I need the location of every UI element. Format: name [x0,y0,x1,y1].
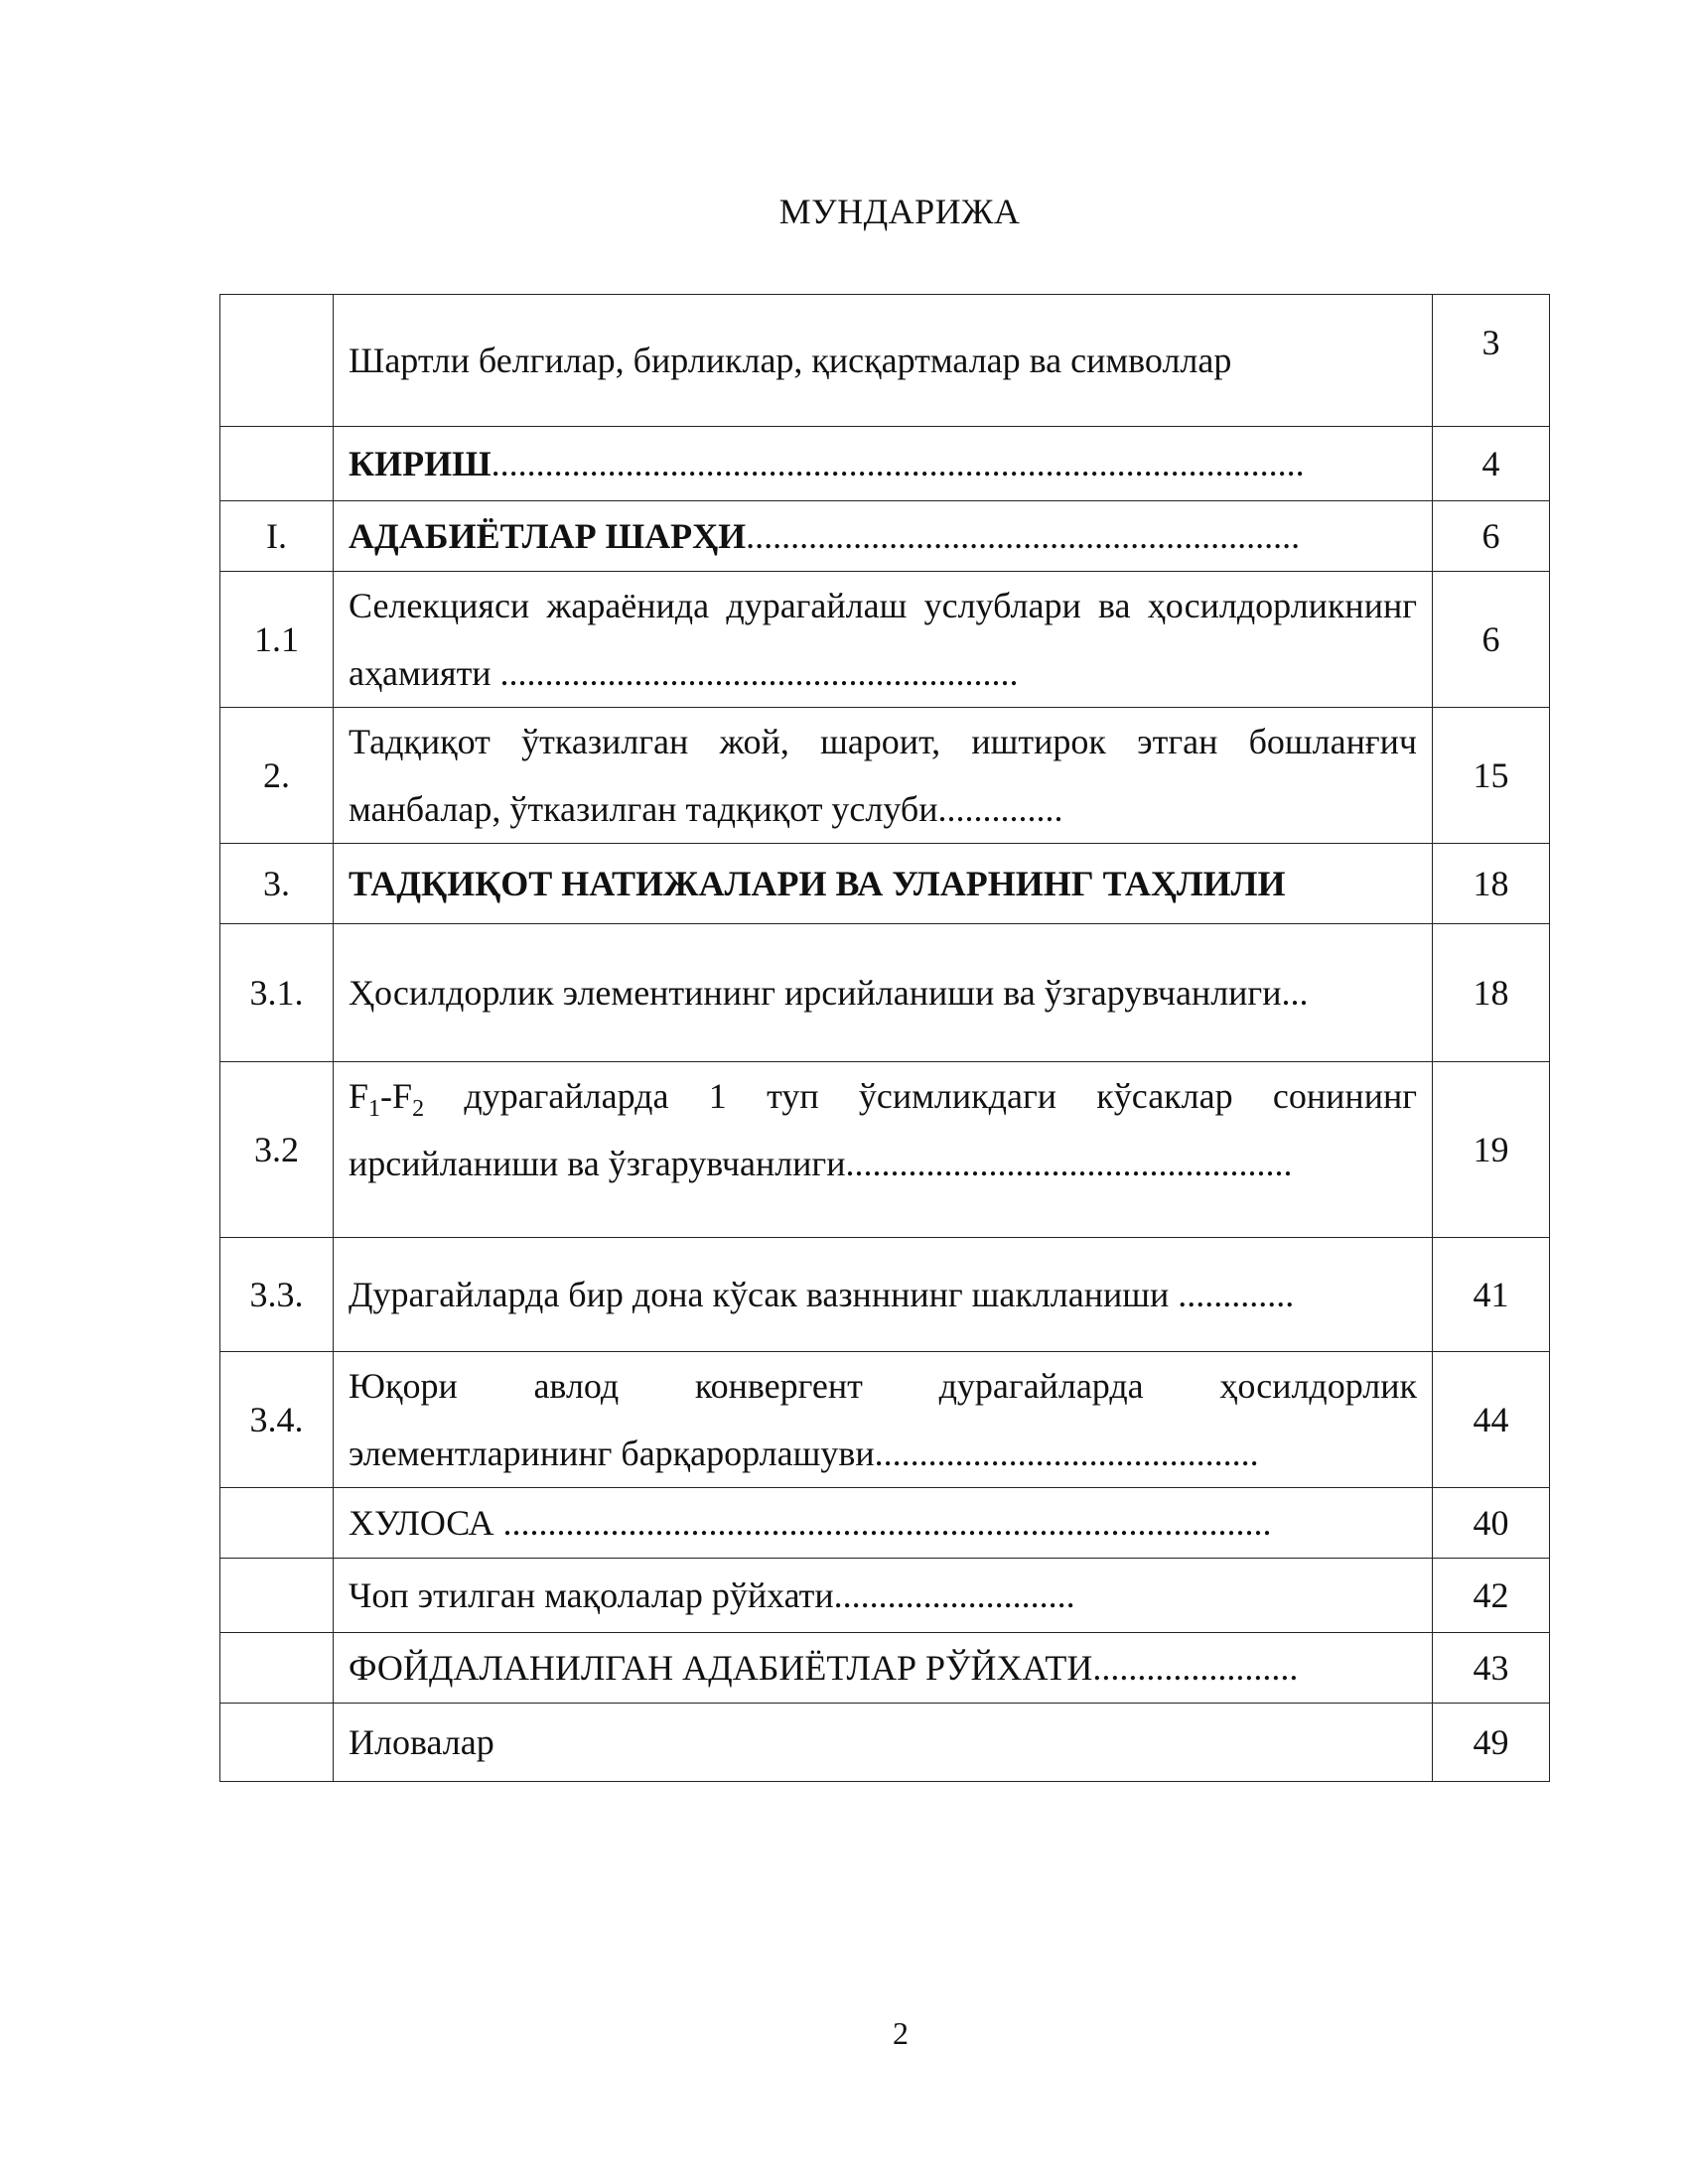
toc-number: 3.1. [220,924,334,1062]
toc-row [220,924,1550,1062]
toc-title-f1-sub: 1 [368,1096,381,1123]
toc-row [220,1559,1550,1633]
toc-row [220,1352,1550,1488]
toc-title-leader: .............................................................. [746,516,1301,556]
toc-number: 3.3. [220,1238,334,1352]
toc-title-leader: ........................................................................................... [491,444,1305,483]
toc-row [220,572,1550,708]
toc-title: Тадқиқот ўтказилган жой, шароит, иштирок этган бошланғич манбалар, ўтказилган тадқиқот услуби.............. [334,708,1433,844]
toc-row [220,1704,1550,1782]
toc-row [220,501,1550,572]
toc-number [220,1488,334,1559]
toc-number: 3.2 [220,1062,334,1238]
toc-page: 19 [1433,1062,1550,1238]
toc-page: 15 [1433,708,1550,844]
toc-number [220,1633,334,1704]
table-of-contents [219,294,1550,1782]
toc-number: 3. [220,844,334,924]
toc-page: 40 [1433,1488,1550,1559]
toc-page: 3 [1433,295,1550,427]
toc-title: Чоп этилган мақолалар рўйхати........................... [334,1559,1433,1633]
toc-number [220,1559,334,1633]
toc-row [220,1238,1550,1352]
toc-number: 1.1 [220,572,334,708]
toc-title [334,427,1433,501]
toc-title-bold: ТАДҚИҚОТ НАТИЖАЛАРИ ВА УЛАРНИНГ ТАҲЛИЛИ [349,864,1286,903]
toc-title: Ҳосилдорлик элементининг ирсийланиши ва ўзгарувчанлиги... [334,924,1433,1062]
toc-title-f2: F [392,1076,413,1116]
toc-row [220,844,1550,924]
toc-row [220,295,1550,427]
toc-row [220,427,1550,501]
toc-title [334,844,1433,924]
toc-page: 6 [1433,572,1550,708]
toc-row [220,1062,1550,1238]
toc-title-text: дурагайларда 1 туп ўсимликдаги кўсаклар сонининг ирсийланиши ва ўзгарувчанлиги.................................................. [349,1076,1417,1183]
toc-title-f2-sub: 2 [412,1096,425,1123]
toc-page: 18 [1433,924,1550,1062]
page-number: 2 [893,2015,909,2051]
toc-page: 42 [1433,1559,1550,1633]
toc-page: 4 [1433,427,1550,501]
toc-page: 49 [1433,1704,1550,1782]
toc-title: ХУЛОСА ...................................................................................... [334,1488,1433,1559]
page-title: МУНДАРИЖА [778,192,1021,231]
toc-title: Шартли белгилар, бирликлар, қисқартмалар ва символлар [334,295,1433,427]
toc-title: Юқори авлод конвергент дурагайларда ҳосилдорлик элементларининг барқарорлашуви........................................... [334,1352,1433,1488]
toc-title-f1: F [349,1076,369,1116]
toc-row [220,1633,1550,1704]
toc-title-bold: АДАБИЁТЛАР ШАРҲИ [349,516,747,556]
toc-title: Дурагайларда бир дона кўсак вазнннинг шаклланиши ............. [334,1238,1433,1352]
toc-number [220,427,334,501]
toc-row [220,1488,1550,1559]
toc-page: 43 [1433,1633,1550,1704]
toc-title: Иловалар [334,1704,1433,1782]
toc-row [220,708,1550,844]
toc-page: 6 [1433,501,1550,572]
toc-title-bold: КИРИШ [349,444,492,483]
toc-number [220,1704,334,1782]
toc-number: 3.4. [220,1352,334,1488]
toc-page: 44 [1433,1352,1550,1488]
toc-title [334,501,1433,572]
toc-title-dash: - [380,1076,393,1116]
toc-page: 41 [1433,1238,1550,1352]
toc-number [220,295,334,427]
toc-number: I. [220,501,334,572]
toc-title: Селекцияси жараёнида дурагайлаш услублари ва ҳосилдорликнинг аҳамияти .......................................................... [334,572,1433,708]
toc-number: 2. [220,708,334,844]
toc-title: ФОЙДАЛАНИЛГАН АДАБИЁТЛАР РЎЙХАТИ....................... [334,1633,1433,1704]
toc-title [334,1062,1433,1238]
toc-page: 18 [1433,844,1550,924]
